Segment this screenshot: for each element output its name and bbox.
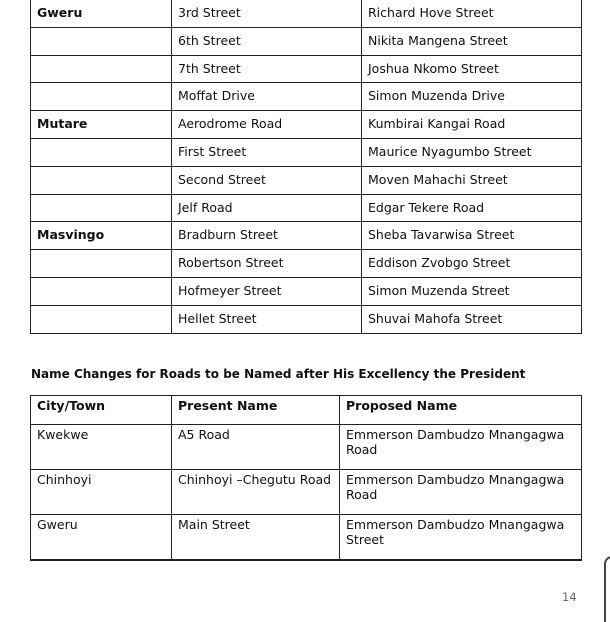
city-cell: [31, 55, 172, 83]
proposed-name-cell: Simon Muzenda Street: [362, 277, 582, 305]
proposed-name-cell: Eddison Zvobgo Street: [362, 250, 582, 278]
proposed-name-cell: Simon Muzenda Drive: [362, 83, 582, 111]
column-header-proposed-name: Proposed Name: [340, 396, 582, 425]
proposed-name-cell: Kumbirai Kangai Road: [362, 111, 582, 139]
table-row: [31, 277, 582, 305]
city-cell: [31, 277, 172, 305]
table-row: [31, 55, 582, 83]
table-row: [31, 305, 582, 333]
present-name-cell: Main Street: [172, 515, 340, 561]
table-row: [31, 194, 582, 222]
table-row: [31, 0, 582, 27]
proposed-name-cell: Emmerson Dambudzo Mnangagwa Street: [340, 515, 582, 561]
city-cell: Gweru: [31, 0, 172, 27]
page-number: 14: [562, 590, 577, 604]
city-cell: [31, 305, 172, 333]
city-cell: Masvingo: [31, 222, 172, 250]
table-row: [31, 83, 582, 111]
present-name-cell: Chinhoyi –Chegutu Road: [172, 470, 340, 515]
proposed-name-cell: Emmerson Dambudzo Mnangagwa Road: [340, 470, 582, 515]
present-name-cell: Robertson Street: [172, 250, 362, 278]
proposed-name-cell: Shuvai Mahofa Street: [362, 305, 582, 333]
table-header-row: [31, 396, 582, 425]
proposed-name-cell: Maurice Nyagumbo Street: [362, 138, 582, 166]
present-name-cell: Second Street: [172, 166, 362, 194]
present-name-cell: Bradburn Street: [172, 222, 362, 250]
present-name-cell: 7th Street: [172, 55, 362, 83]
present-name-cell: Jelf Road: [172, 194, 362, 222]
city-cell: Kwekwe: [31, 425, 172, 470]
present-name-cell: 3rd Street: [172, 0, 362, 27]
city-cell: [31, 194, 172, 222]
present-name-cell: First Street: [172, 138, 362, 166]
city-cell: Gweru: [31, 515, 172, 561]
proposed-name-cell: Emmerson Dambudzo Mnangagwa Road: [340, 425, 582, 470]
table-row: [31, 111, 582, 139]
column-header-city: City/Town: [31, 396, 172, 425]
proposed-name-cell: Sheba Tavarwisa Street: [362, 222, 582, 250]
table-row: [31, 470, 582, 515]
present-name-cell: Hellet Street: [172, 305, 362, 333]
table-row: [31, 27, 582, 55]
table-row: [31, 515, 582, 561]
table-row: [31, 166, 582, 194]
proposed-name-cell: Nikita Mangena Street: [362, 27, 582, 55]
president-road-table: [30, 395, 582, 561]
proposed-name-cell: Joshua Nkomo Street: [362, 55, 582, 83]
city-cell: [31, 166, 172, 194]
section-heading: Name Changes for Roads to be Named after His Excellency the President: [31, 367, 526, 381]
column-header-present-name: Present Name: [172, 396, 340, 425]
table-row: [31, 222, 582, 250]
city-cell: Mutare: [31, 111, 172, 139]
city-cell: [31, 83, 172, 111]
present-name-cell: Moffat Drive: [172, 83, 362, 111]
present-name-cell: 6th Street: [172, 27, 362, 55]
page-edge-divider: [604, 556, 610, 622]
proposed-name-cell: Edgar Tekere Road: [362, 194, 582, 222]
present-name-cell: A5 Road: [172, 425, 340, 470]
present-name-cell: Aerodrome Road: [172, 111, 362, 139]
table-row: [31, 138, 582, 166]
city-cell: [31, 250, 172, 278]
street-renaming-table: [30, 0, 582, 334]
proposed-name-cell: Moven Mahachi Street: [362, 166, 582, 194]
city-cell: [31, 27, 172, 55]
present-name-cell: Hofmeyer Street: [172, 277, 362, 305]
city-cell: [31, 138, 172, 166]
proposed-name-cell: Richard Hove Street: [362, 0, 582, 27]
table-row: [31, 250, 582, 278]
city-cell: Chinhoyi: [31, 470, 172, 515]
table-row: [31, 425, 582, 470]
